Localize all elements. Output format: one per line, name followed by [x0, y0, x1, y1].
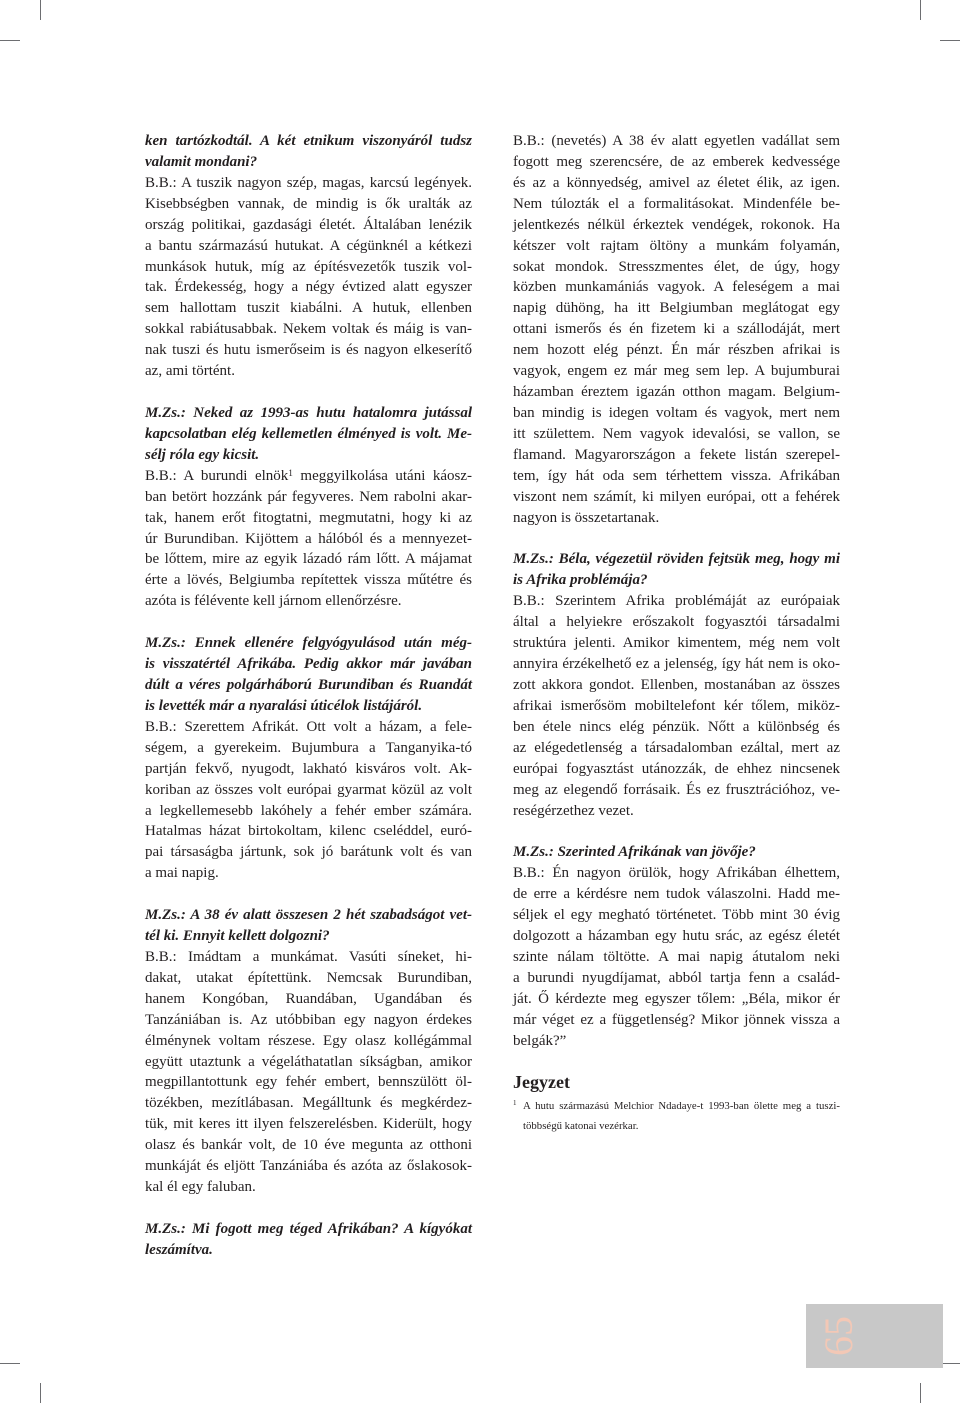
- crop-mark: [940, 40, 960, 41]
- interview-exchange: [145, 403, 472, 612]
- answer-paragraph: [513, 131, 840, 529]
- text-line: is Afrika problémája?: [513, 572, 648, 589]
- text-line: hanem Kongóban, Ruandában, Ugandában és: [145, 990, 472, 1007]
- text-line: sokkal rabiátusabbak. Nekem voltak és máig is van-: [145, 321, 472, 338]
- text-line: kal él egy faluban.: [145, 1179, 256, 1196]
- text-line: de erre a kérdésre nem tudok válaszolni. Hadd me-: [513, 886, 840, 903]
- answer-paragraph: [145, 717, 472, 884]
- text-line: a legkellemesebb lakóhely a fehér ember számára.: [145, 802, 472, 819]
- text-line: B.B.: Én nagyon örülök, hogy Afrikában élhettem,: [513, 865, 840, 882]
- text-line: is visszatértél Afrikába. Pedig akkor már javában: [145, 656, 472, 673]
- notes-section: [513, 1072, 840, 1136]
- text-line: a burundi nyugdíjamat, abból tartja fenn a család-: [513, 969, 840, 986]
- text-line: már véget ez a függetlenség? Mikor jönnek vissza a: [513, 1011, 840, 1028]
- text-line: leszámítva.: [145, 1241, 213, 1258]
- text-line: ottani ismerős és én fizetem ki a szállodáját, mert: [513, 321, 840, 338]
- footnote-reference: 1: [288, 468, 293, 479]
- crop-mark: [0, 1363, 20, 1364]
- text-line: B.B.: A tuszik nagyon szép, magas, karcsú legények.: [145, 174, 472, 191]
- crop-mark: [0, 40, 20, 41]
- interview-exchange: [145, 1219, 472, 1261]
- footnote-line: A hutu származású Melchior Ndadaye-t 1993-ban ölette meg a tuszi-: [523, 1100, 840, 1113]
- text-segment: meggyilkolása utáni káosz-: [292, 467, 472, 484]
- right-column: [513, 131, 840, 1136]
- text-line: ját. Ő kérdezte meg egyszer tőlem: „Béla, mikor ér: [513, 990, 840, 1007]
- question-paragraph: [145, 403, 472, 466]
- text-line: ben étele nincs elég pénzük. Nőtt a különbség és: [513, 718, 840, 735]
- text-line: B.B.: Imádtam a munkámat. Vasúti síneket, hi-: [145, 948, 472, 965]
- text-line: ban betört hozzánk pár fegyveres. Nem rabolni akar-: [145, 488, 472, 505]
- question-paragraph: [513, 842, 840, 863]
- question-paragraph: [513, 549, 840, 591]
- footnote: [513, 1096, 840, 1136]
- text-line: sem hallottam tuszit kiabálni. A hutuk, ellenben: [145, 300, 472, 317]
- text-line: ken tartózkodtál. A két etnikum viszonyáról tudsz: [145, 133, 472, 149]
- crop-mark: [920, 0, 921, 20]
- text-line: munkáját és eljött Tanzániába és azóta az őslakosok-: [145, 1158, 472, 1175]
- text-line: flamand. Magyarországon a fekete listán szerepel-: [513, 446, 840, 463]
- text-line: sélj róla egy kicsit.: [145, 446, 260, 463]
- page-number: 65: [816, 1316, 861, 1356]
- text-line: napig dühöng, ha itt Belgiumban meglátogat egy: [513, 300, 840, 317]
- text-line: is levették már a nyaralási úticélok listájáról.: [145, 697, 423, 714]
- left-column: [145, 131, 472, 1261]
- text-line: által a helyiekre erőszakolt fogyasztói társadalmi: [513, 614, 840, 631]
- text-line: dakat, utakat építettünk. Nemcsak Burundiban,: [145, 969, 472, 986]
- notes-heading: Jegyzet: [513, 1072, 570, 1093]
- answer-paragraph: [145, 947, 472, 1198]
- text-line: valamit mondani?: [145, 153, 258, 170]
- crop-mark: [920, 1383, 921, 1403]
- crop-mark: [940, 1363, 960, 1364]
- text-line: az elégedetlenség a társadalomban ezáltal, mert az: [513, 739, 840, 756]
- interview-exchange: [145, 633, 472, 884]
- text-line: a bantu származású hutukat. A cégünknél a kétkezi: [145, 237, 472, 254]
- page-number-tab: [806, 1304, 943, 1368]
- right-column-text: [513, 131, 840, 1052]
- text-line: és az a könnyedség, amivel az életet élik, az igen.: [513, 174, 840, 191]
- text-line: viszont nem számít, ki milyen európai, ott a fehérek: [513, 488, 840, 505]
- crop-mark: [40, 0, 41, 20]
- text-line: koriban az összes volt európai gyarmat közül az volt: [145, 781, 472, 798]
- text-line: itt születtem. Nem vagyok idevalósi, se vallon, se: [513, 425, 840, 442]
- text-line: Kisebbségben vannak, de mindig is ők uralták az: [145, 195, 472, 212]
- interview-exchange: [513, 131, 840, 529]
- text-line: M.Zs.: Szerinted Afrikának van jövője?: [513, 844, 756, 861]
- answer-paragraph: [513, 591, 840, 821]
- footnote-marker: 1: [513, 1099, 517, 1108]
- text-line: ségem, a gyerekeim. Bujumbura a Tanganyika-tó: [145, 739, 472, 756]
- text-line: Tanzániában is. Az utóbbiban egy nagyon érdekes: [145, 1011, 472, 1028]
- text-line: tözékben, mezítlábasan. Megálltunk és megkérdez-: [145, 1095, 472, 1112]
- text-line: zott akkora gondot. Ellenben, mostanában az összes: [513, 676, 840, 693]
- text-line: európai fogyasztást utánozzák, de ehhez nincsenek: [513, 760, 840, 777]
- text-line: B.B.: (nevetés) A 38 év alatt egyetlen vadállat sem: [513, 133, 840, 149]
- text-line: tem, így hát oda sem térhettem vissza. Afrikában: [513, 467, 840, 484]
- text-line: pai társaságba jártunk, sok jó barátunk volt és van: [145, 844, 472, 861]
- text-line: élménynek voltam részese. Egy olasz kollégámmal: [145, 1032, 472, 1049]
- text-segment: B.B.: A burundi elnök: [145, 467, 289, 484]
- text-line: tük, mit keres itt ilyen felszerelésben. Kiderült, hogy: [145, 1116, 472, 1133]
- text-line: M.Zs.: Béla, végezetül röviden fejtsük meg, hogy mi: [513, 551, 840, 568]
- text-line: munkások hutuk, míg az építésvezetők tuszik vol-: [145, 258, 472, 275]
- text-line: B.B.: Szerettem Afrikát. Ott volt a házam, a fele-: [145, 718, 472, 735]
- text-line: B.B.: Szerintem Afrika problémáját az európaiak: [513, 593, 840, 610]
- answer-paragraph: [145, 466, 472, 612]
- text-line: közben munkamániás vagyok. A feleségem a mai: [513, 279, 840, 296]
- text-line: fogott meg szerencsére, de az emberek kedvessége: [513, 153, 840, 170]
- text-line: M.Zs.: Neked az 1993-as hutu hatalomra jutással: [145, 404, 472, 421]
- text-line: partján fekvő, nyugodt, lakható kisváros volt. Ak-: [145, 760, 472, 777]
- left-column-text: [145, 131, 472, 1261]
- text-line: reségérzethez vezet.: [513, 802, 634, 819]
- interview-exchange: [145, 905, 472, 1198]
- text-line: nem hozott elég pénzt. Én már részben afrikai is: [513, 342, 840, 359]
- answer-paragraph: [513, 863, 840, 1051]
- text-line: érte a lövés, Belgiumba repítettek vissza műtétre és: [145, 572, 472, 589]
- text-line: Hatalmas házat birtokoltam, kilenc cseléddel, euró-: [145, 823, 472, 840]
- answer-paragraph: [145, 173, 472, 382]
- text-line: meg az elegendő forrásaik. És ez frusztrációhoz, ve-: [513, 781, 840, 798]
- text-line: dolgozott a házamban egy hutu srác, az egész életét: [513, 928, 840, 945]
- text-line: az, ami történt.: [145, 363, 235, 380]
- text-line: együtt utaztunk a végeláthatatlan síkságban, amikor: [145, 1053, 472, 1070]
- text-line: nak tuszi és hutu ismerőseim is és nagyon elkeserítő: [145, 342, 472, 359]
- text-line: kapcsolatban elég kellemetlen élményed is volt. Me-: [145, 425, 472, 442]
- text-line: tak, hanem erőt fitogtatni, megmutatni, hogy ki az: [145, 509, 472, 526]
- text-line: annyira érzékelhető ez a jelenség, így hát nem is oko-: [513, 656, 840, 673]
- question-paragraph: [145, 905, 472, 947]
- text-line: ország politikai, gazdasági életét. Általában lenézik: [145, 216, 472, 233]
- interview-exchange: [513, 842, 840, 1051]
- interview-exchange: [145, 131, 472, 382]
- question-paragraph: [145, 131, 472, 173]
- question-paragraph: [145, 633, 472, 717]
- text-line: belgák?”: [513, 1032, 567, 1049]
- text-line: Nem túlozták el a formalitásokat. Mindenféle be-: [513, 195, 840, 212]
- text-line: [145, 466, 472, 487]
- text-line: jelentkezés nélkül érkeztek vendégek, rokonok. Ha: [513, 216, 840, 233]
- text-line: házamban éreztem igazán otthon magam. Belgium-: [513, 384, 840, 401]
- text-line: a mai napig.: [145, 865, 219, 882]
- text-line: szinte nálam töltötte. A mai napig átutalom neki: [513, 948, 840, 965]
- text-line: sokat mondok. Stresszmentes élet, de úgy, hogy: [513, 258, 840, 275]
- text-line: olasz és bankár volt, de 10 éve megunta az otthoni: [145, 1137, 472, 1154]
- crop-mark: [40, 1383, 41, 1403]
- text-line: ban mindig is idegen voltam és vagyok, mert nem: [513, 404, 840, 421]
- text-line: kétszer volt rajtam öltöny a munkám folyamán,: [513, 237, 840, 254]
- text-line: M.Zs.: Mi fogott meg téged Afrikában? A kígyókat: [145, 1220, 472, 1237]
- text-line: M.Zs.: A 38 év alatt összesen 2 hét szabadságot vet-: [145, 907, 472, 924]
- text-line: séljek el egy megható történetet. Több mint 30 évig: [513, 907, 840, 924]
- text-line: afrikai ismerősöm mobiltelefont kér tőlem, miköz-: [513, 697, 840, 714]
- text-line: vagyok, engem ez már meg sem lep. A bujumburai: [513, 363, 840, 380]
- text-line: struktúra jelenti. Amikor kimentem, még nem volt: [513, 635, 840, 652]
- text-line: tél ki. Ennyit kellett dolgozni?: [145, 928, 330, 945]
- text-line: azóta is félévente kell járnom ellenőrzésre.: [145, 593, 402, 610]
- interview-exchange: [513, 549, 840, 821]
- text-line: M.Zs.: Ennek ellenére felgyógyulásod után még-: [145, 635, 472, 652]
- text-line: be lőttem, mire az egyik lázadó rám lőtt. A májamat: [145, 551, 472, 568]
- footnote-line: többségű katonai vezérkar.: [523, 1120, 639, 1133]
- text-line: dúlt a véres polgárháború Burundiban és Ruandát: [145, 676, 472, 693]
- text-line: megpillantottunk egy fehér embert, bennszülött öl-: [145, 1074, 472, 1091]
- text-line: úr Burundiban. Kijöttem a hálóból és a mennyezet-: [145, 530, 472, 547]
- text-line: tak. Érdekesség, hogy a négy évtized alatt egyszer: [145, 279, 472, 296]
- text-line: nagyon is összetartanak.: [513, 509, 660, 526]
- question-paragraph: [145, 1219, 472, 1261]
